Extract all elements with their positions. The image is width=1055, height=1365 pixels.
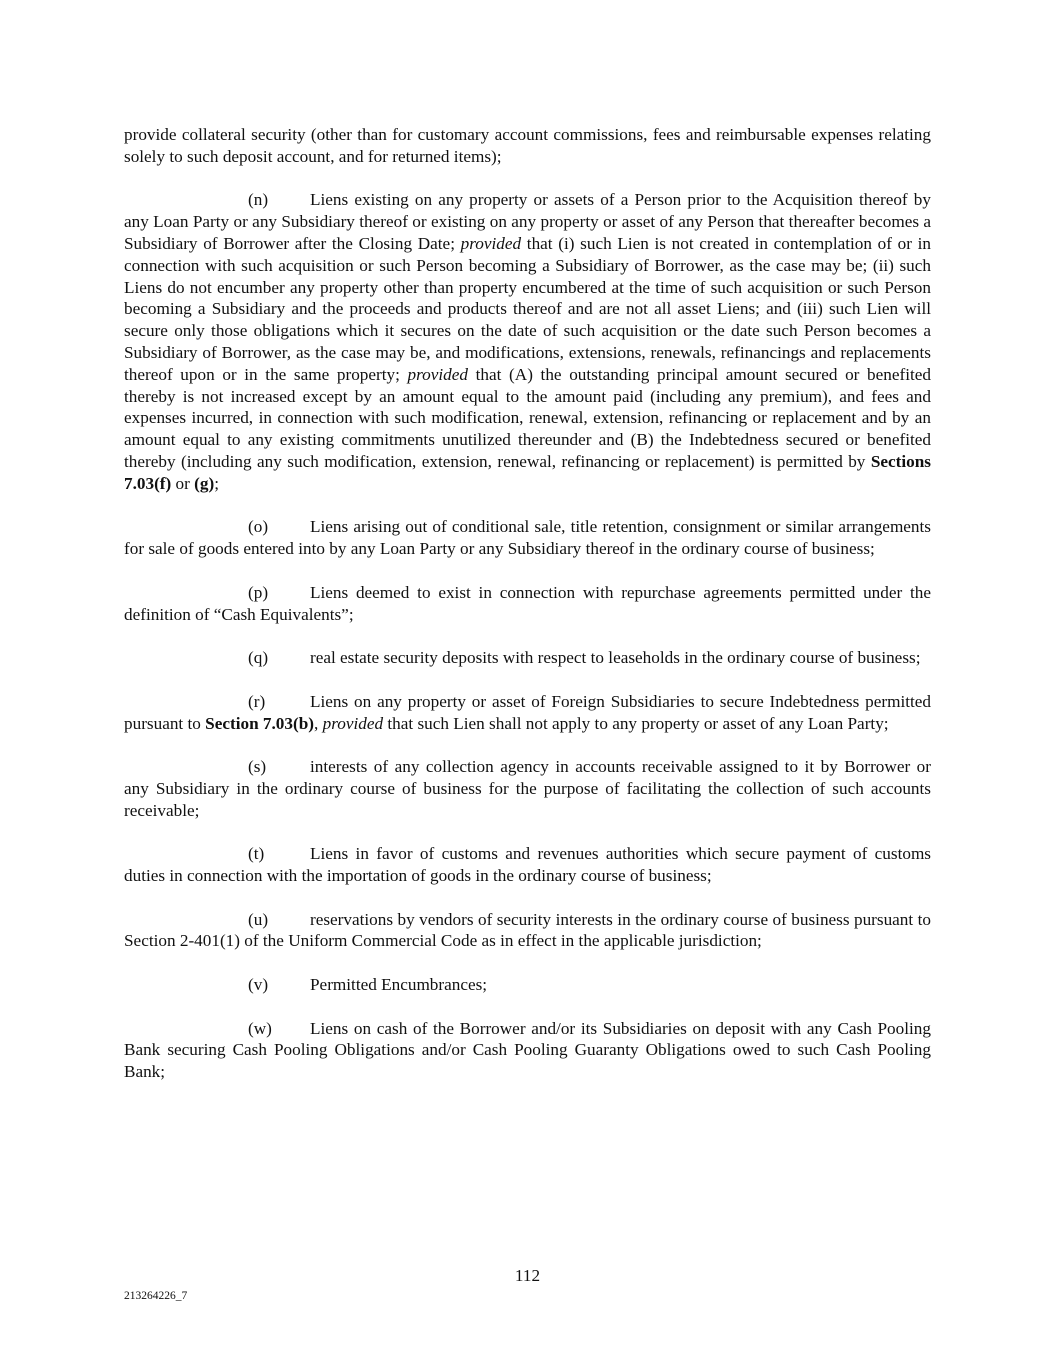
document-body: [124, 124, 931, 1105]
intro-paragraph: provide collateral security (other than for customary account commissions, fees and reimbursable expenses relating solely to such deposit account, and for returned items);: [124, 125, 931, 166]
clause-label: (u): [248, 909, 269, 929]
italic-term: provided: [407, 364, 468, 384]
clause-text: real estate security deposits with respect to leaseholds in the ordinary course of business;: [310, 648, 921, 668]
clause-label: (s): [248, 757, 267, 777]
clause-paragraph: [124, 647, 931, 669]
clause-text: Liens in favor of customs and revenues authorities which secure payment of customs duties in connection with the importation of goods in the ordinary course of business;: [124, 844, 931, 886]
clause-label: (w): [248, 1018, 272, 1038]
clause-text: ,: [314, 713, 323, 733]
clause-text: or: [171, 473, 195, 493]
clause-text: Liens arising out of conditional sale, title retention, consignment or similar arrangements for sale of goods entered into by any Loan Party or any Subsidiary thereof in the ordinary course of business;: [124, 517, 931, 559]
clause-paragraph: [124, 582, 931, 626]
clause-paragraph: [124, 691, 931, 735]
clause-text: Liens existing on any property or assets of a Person prior to the Acquisition thereof by any Loan Party or any Subsidiary thereof or existing on any property or asset of any Person that thereafter becomes a Subsidiary of Borrower after the Closing Date;: [124, 190, 931, 253]
bold-reference: (g): [194, 473, 215, 493]
document-id: 213264226_7: [124, 1290, 188, 1302]
clause-text: that (A) the outstanding principal amount secured or benefited thereby is not increased except by an amount equal to the amount paid (including any premium), and fees and expenses incurred, in connection with such modification, renewal, extension, refinancing or replacement and by an amount equal to any existing commitments unutilized thereunder and (B) the Indebtedness secured or benefited thereby (including any such modification, extension, renewal, refinancing or replacement) is permitted by: [124, 364, 931, 471]
page-number: 112: [514, 1266, 541, 1285]
clause-paragraph: [124, 909, 931, 953]
clause-text: ;: [214, 473, 219, 493]
clause-paragraph: [124, 843, 931, 887]
clause-list: [124, 189, 931, 1083]
italic-term: provided: [322, 713, 384, 733]
clause-paragraph: [124, 974, 931, 996]
clause-text: interests of any collection agency in accounts receivable assigned to it by Borrower or any Subsidiary in the ordinary course of business for the purpose of facilitating the collection of such accounts receivable;: [124, 757, 931, 820]
clause-text: Liens on any property or asset of Foreign Subsidiaries to secure Indebtedness permitted pursuant to: [124, 691, 931, 733]
clause-text: that such Lien shall not apply to any property or asset of any Loan Party;: [383, 713, 889, 733]
clause-text: Permitted Encumbrances;: [310, 975, 488, 995]
clause-label: (v): [248, 975, 269, 995]
clause-text: reservations by vendors of security interests in the ordinary course of business pursuant to Section 2-401(1) of the Uniform Commercial Code as in effect in the applicable jurisdiction;: [124, 909, 931, 951]
clause-label: (t): [248, 844, 265, 864]
clause-paragraph: [124, 516, 931, 560]
clause-paragraph: [124, 189, 931, 494]
bold-reference: Section 7.03(b): [205, 713, 315, 733]
clause-paragraph: [124, 1018, 931, 1083]
clause-text: Liens deemed to exist in connection with repurchase agreements permitted under the definition of “Cash Equivalents”;: [124, 582, 931, 624]
clause-label: (q): [248, 648, 269, 668]
clause-text: that (i) such Lien is not created in contemplation of or in connection with such acquisition or such Person becoming a Subsidiary of Borrower, as the case may be; (ii) such Liens do not encumber any property other than property encumbered at the time of such acquisition or such Person becoming a Subsidiary and the proceeds and products thereof and are not all asset Liens; and (iii) such Lien will secure only those obligations which it secures on the date of such acquisition or the date such Person becomes a Subsidiary of Borrower, as the case may be, and modifications, extensions, renewals, refinancings and replacements thereof upon or in the same property;: [124, 233, 932, 384]
bold-reference: Sections 7.03(f): [124, 451, 931, 493]
clause-label: (r): [248, 691, 266, 711]
clause-label: (p): [248, 582, 269, 602]
clause-label: (o): [248, 517, 269, 537]
clause-label: (n): [248, 190, 269, 210]
clause-paragraph: [124, 756, 931, 821]
clause-text: Liens on cash of the Borrower and/or its Subsidiaries on deposit with any Cash Pooling Bank securing Cash Pooling Obligations and/or Cash Pooling Guaranty Obligations owed to such Cash Pooling Bank;: [124, 1018, 931, 1082]
italic-term: provided: [460, 233, 522, 253]
